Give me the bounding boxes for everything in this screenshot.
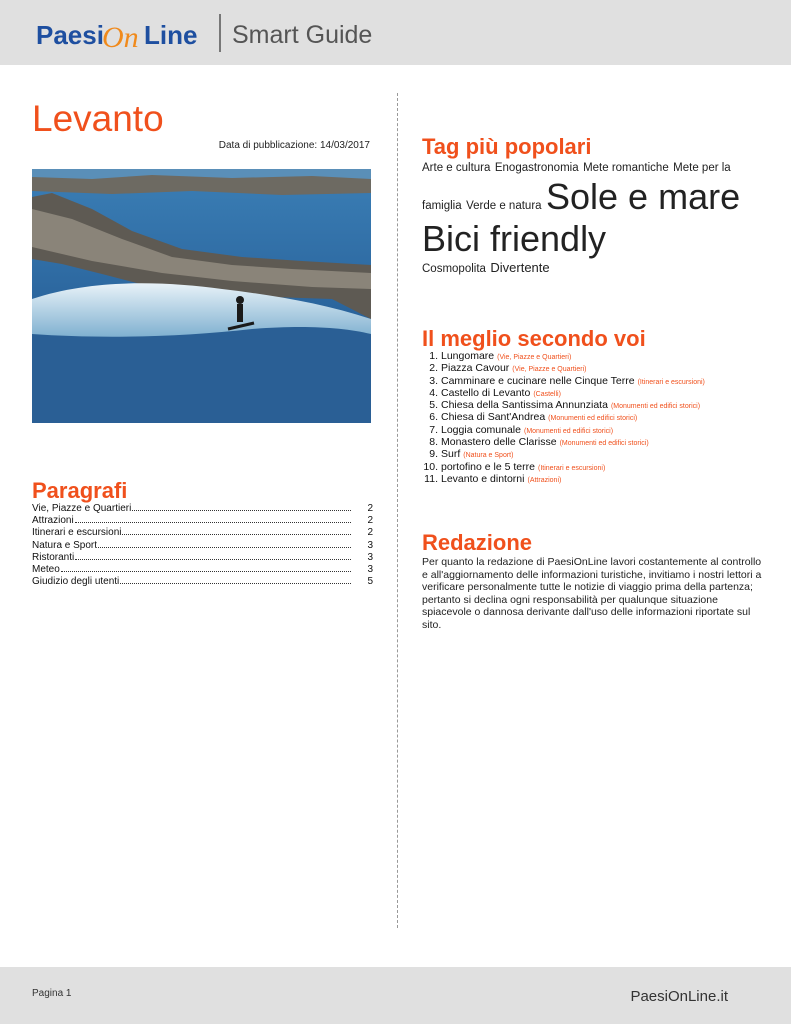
footer-site-link[interactable]: PaesiOnLine.it [630,988,728,1005]
best-list [422,350,705,485]
redazione-text: Per quanto la redazione di PaesiOnLine lavori costantemente al controllo e all'aggiornamento delle informazioni turistiche, invitiamo i nostri lettori a verificare personalmente tutte le notizie di viaggio prima della partenza; pertanto si declina ogni responsabilità per qualunque situazione spiacevole o dannosa derivante dall'uso delle informazioni riportate sul sito. [422,556,762,631]
svg-text:Paesi: Paesi [36,20,104,50]
tags-heading: Tag più popolari [422,134,592,159]
header-divider [219,14,221,52]
tag-link[interactable]: Divertente [490,260,550,276]
toc-row[interactable]: Attrazioni 2 [32,515,373,527]
list-item[interactable]: 10. portofino e le 5 terre (Itinerari e escursioni) [423,460,606,473]
list-item[interactable]: 9. Surf (Natura e Sport) [429,448,514,461]
list-item[interactable]: 11. Levanto e dintorni (Attrazioni) [424,472,562,485]
levanto-surf-photo [32,169,371,423]
paragrafi-heading: Paragrafi [32,478,128,503]
list-item[interactable]: 3. Camminare e cucinare nelle Cinque Terre (Itinerari e escursioni) [429,374,705,387]
toc-row[interactable]: Vie, Piazze e Quartieri 2 [32,503,373,514]
tag-link[interactable]: Sole e mare [546,176,741,218]
toc-row[interactable]: Ristoranti 3 [32,551,373,563]
list-item[interactable]: 1. Lungomare (Vie, Piazze e Quartieri) [429,350,572,362]
tag-link[interactable]: Bici friendly [422,217,607,259]
toc-row[interactable]: Meteo 3 [32,563,373,575]
tag-link[interactable]: Enogastronomia [494,162,579,174]
tag-link[interactable]: Mete per la famiglia [422,162,731,213]
list-item[interactable]: 2. Piazza Cavour (Vie, Piazze e Quartieri) [429,362,587,375]
redazione-heading: Redazione [422,530,533,555]
header-title: Smart Guide [232,21,373,49]
page-title: Levanto [32,98,164,139]
publication-date: Data di pubblicazione: 14/03/2017 [218,140,370,151]
tag-link[interactable]: Cosmopolita [422,263,486,276]
column-divider [397,93,398,928]
best-heading: Il meglio secondo voi [422,326,646,351]
toc-row[interactable]: Giudizio degli utenti 5 [32,576,373,588]
list-item[interactable]: 5. Chiesa della Santissima Annunziata (Monumenti ed edifici storici) [429,399,701,412]
toc-row[interactable]: Itinerari e escursioni 2 [32,527,373,539]
paesionline-logo [36,14,206,60]
list-item[interactable]: 8. Monastero delle Clarisse (Monumenti ed edifici storici) [429,436,649,449]
page-number: Pagina 1 [32,988,72,999]
svg-text:On: On [102,21,139,54]
list-item[interactable]: 6. Chiesa di Sant'Andrea (Monumenti ed edifici storici) [429,411,638,424]
toc-row[interactable]: Natura e Sport 3 [32,539,373,551]
list-item[interactable]: 7. Loggia comunale (Monumenti ed edifici storici) [429,423,614,436]
tag-link[interactable]: Verde e natura [466,200,542,213]
tag-cloud [422,158,762,278]
paragrafi-toc [32,503,373,588]
svg-text:Line: Line [144,20,198,50]
tag-link[interactable]: Arte e cultura [422,162,491,174]
tag-link[interactable]: Mete romantiche [583,162,669,174]
list-item[interactable]: 4. Castello di Levanto (Castelli) [429,386,561,399]
